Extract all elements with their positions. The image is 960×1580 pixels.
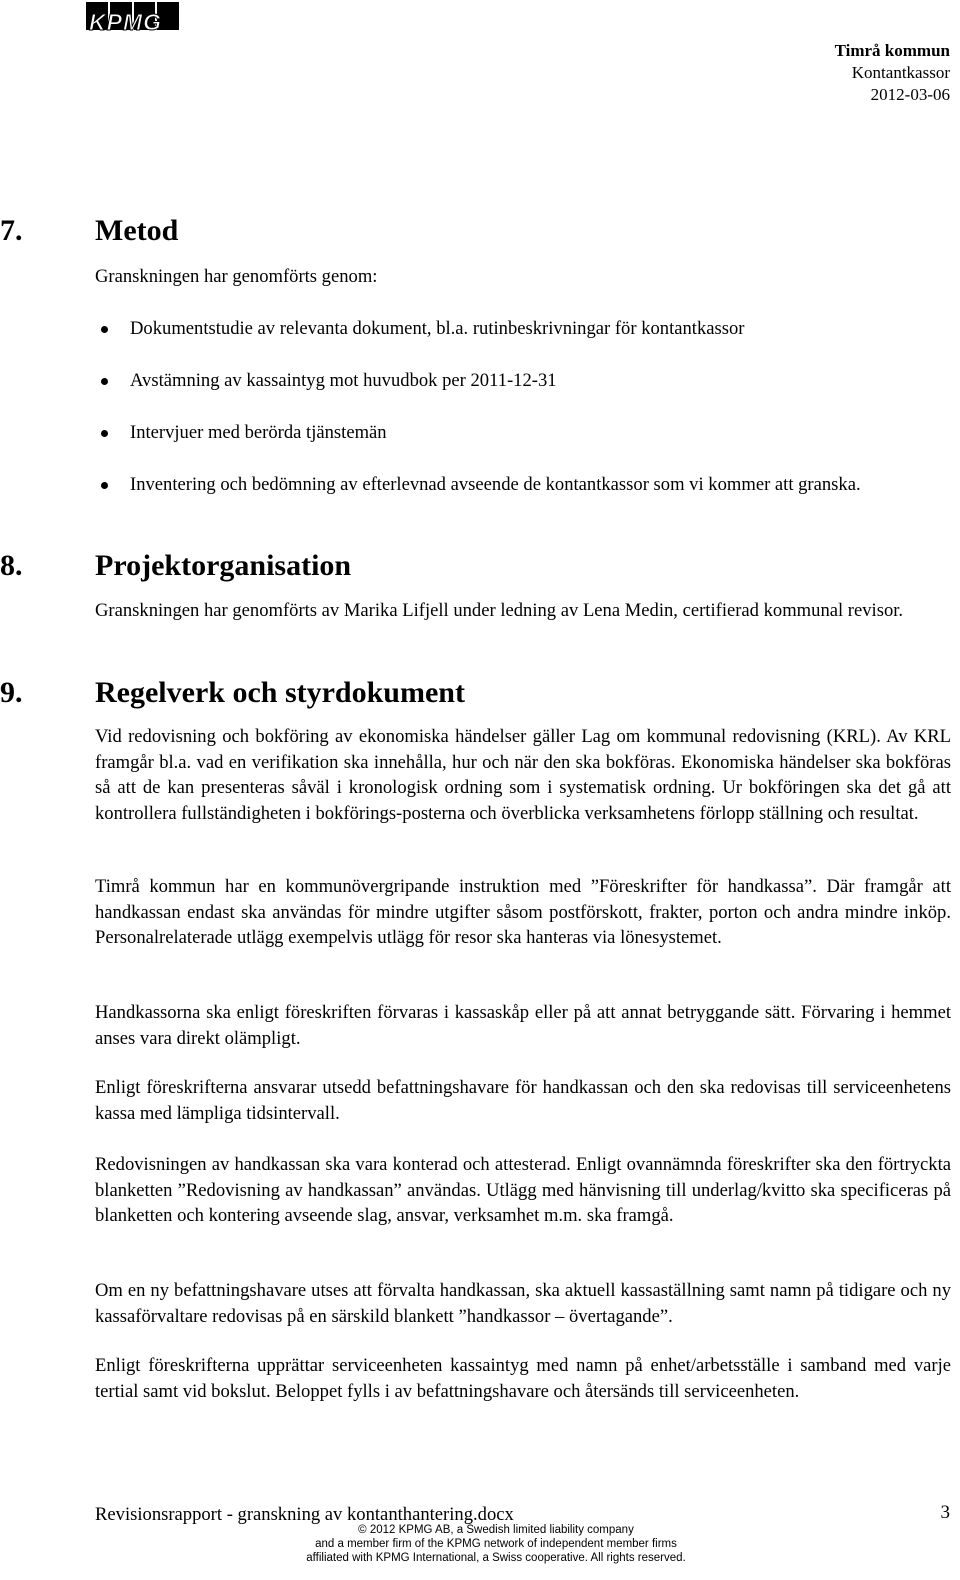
paragraph: Om en ny befattningshavare utses att förvalta handkassan, ska aktuell kassaställning samt namn på tidigare och ny kassaförvaltare redovisas på en särskild blankett ”handkassor – övertagande”. (95, 1280, 951, 1327)
footer-legal (0, 1523, 960, 1565)
bullet-icon (101, 326, 108, 333)
kpmg-logo (86, 2, 179, 36)
paragraph: Redovisningen av handkassan ska vara konterad och attesterad. Enligt ovannämnda föreskrifter ska den förtryckta blanketten ”Redovisning av handkassan” användas. Utlägg med hänvisning till underlag/kvitto ska specificeras på blanketten och kontering avseende slag, ansvar, verksamhet m.m. ska framgå. (95, 1154, 951, 1226)
section-title: Regelverk och styrdokument (95, 676, 465, 709)
paragraph: Timrå kommun har en kommunövergripande instruktion med ”Föreskrifter för handkassa”. Där framgår att handkassan endast ska användas för mindre utgifter såsom postförskott, frakter, porton och andra mindre inköp. Personalrelaterade utlägg exempelvis utlägg för resor ska hanteras via lönesystemet. (95, 876, 951, 948)
page-number: 3 (940, 1502, 950, 1523)
header-date: 2012-03-06 (870, 85, 950, 104)
bullet-icon (101, 482, 108, 489)
footer-document-name: Revisionsrapport - granskning av kontanthantering.docx (95, 1504, 514, 1525)
section-number: 8. (0, 549, 23, 582)
header-organization: Timrå kommun (834, 41, 950, 60)
section-8-text: Granskningen har genomförts av Marika Lifjell under ledning av Lena Medin, certifierad kommunal revisor. (95, 600, 904, 621)
section-heading-9 (0, 676, 960, 710)
footer-legal-line: affiliated with KPMG International, a Swiss cooperative. All rights reserved. (306, 1552, 686, 1564)
bullet-icon (101, 378, 108, 385)
page-header (835, 40, 950, 106)
section-number: 9. (0, 676, 23, 709)
logo-text: KPMG (89, 9, 162, 35)
bullet-icon (101, 430, 108, 437)
list-item-text: Inventering och bedömning av efterlevnad avseende de kontantkassor som vi kommer att granska. (130, 474, 861, 495)
section-number: 7. (0, 214, 23, 247)
footer-legal-line: and a member firm of the KPMG network of independent member firms (315, 1538, 677, 1550)
paragraph: Enligt föreskrifterna ansvarar utsedd befattningshavare för handkassan och den ska redovisas till serviceenhetens kassa med lämpliga tidsintervall. (95, 1077, 951, 1124)
paragraph: Enligt föreskrifterna upprättar serviceenheten kassaintyg med namn på enhet/arbetsställe i samband med varje tertial samt vid bokslut. Beloppet fylls i av befattningshavare och återsänds till serviceenheten. (95, 1355, 951, 1402)
header-subject: Kontantkassor (851, 63, 950, 82)
section-title: Projektorganisation (95, 549, 352, 582)
section-heading-7 (0, 214, 960, 248)
section-title: Metod (95, 214, 179, 247)
section-heading-8 (0, 549, 960, 583)
section-7-intro: Granskningen har genomförts genom: (95, 266, 378, 287)
paragraph: Vid redovisning och bokföring av ekonomiska händelser gäller Lag om kommunal redovisning (KRL). Av KRL framgår bl.a. vad en verifikation ska innehålla, hur och när den ska bokföras. Ekonomiska händelser ska bokföras så att de kan presenteras såväl i kronologisk ordning som i systematisk ordning. Ur bokföringen ska det gå att kontrollera fullständigheten i bokförings-posterna och överblicka verksamhetens förlopp ställning och resultat. (95, 726, 951, 824)
list-item-text: Dokumentstudie av relevanta dokument, bl.a. rutinbeskrivningar för kontantkassor (130, 318, 745, 339)
footer-legal-line: © 2012 KPMG AB, a Swedish limited liability company (358, 1524, 634, 1536)
list-item-text: Avstämning av kassaintyg mot huvudbok per 2011-12-31 (130, 370, 557, 391)
paragraph: Handkassorna ska enligt föreskriften förvaras i kassaskåp eller på att annat betryggande sätt. Förvaring i hemmet anses vara direkt olämpligt. (95, 1002, 951, 1049)
list-item-text: Intervjuer med berörda tjänstemän (130, 422, 387, 443)
